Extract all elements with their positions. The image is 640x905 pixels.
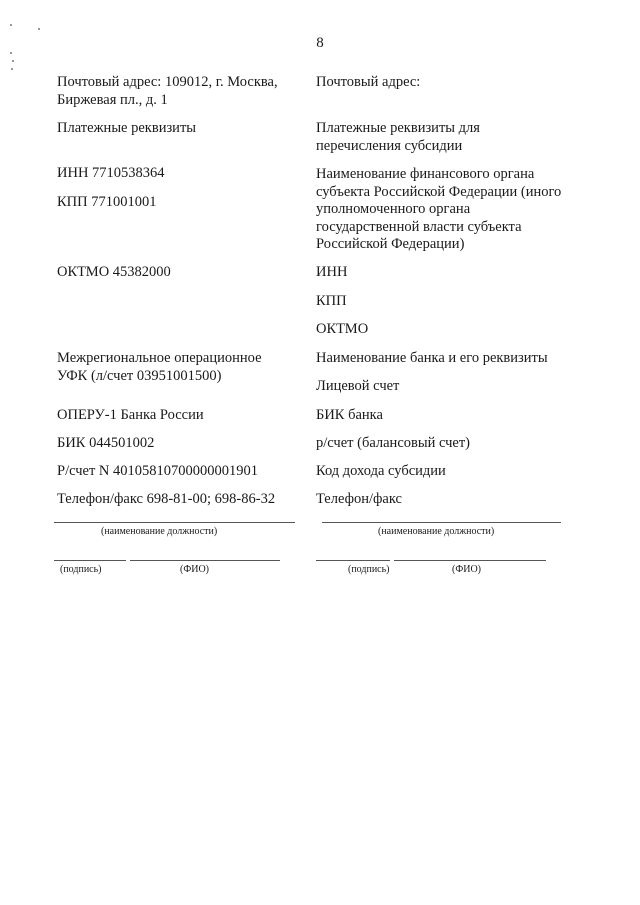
right-income-code: Код дохода субсидии	[316, 463, 446, 479]
right-oktmo: ОКТМО	[316, 321, 369, 337]
right-signature-caption: (подпись)	[348, 564, 390, 575]
right-fio-line	[394, 560, 546, 561]
right-inn: ИНН	[316, 264, 348, 280]
right-fin-line-3: уполномоченного органа	[316, 201, 471, 217]
left-inn: ИНН 7710538364	[57, 165, 165, 181]
left-ufk-line-1: Межрегиональное операционное	[57, 350, 262, 366]
right-phone: Телефон/факс	[316, 491, 402, 507]
right-fin-line-4: государственной власти субъекта	[316, 219, 522, 235]
left-fio-line	[130, 560, 280, 561]
right-position-line	[322, 522, 561, 523]
right-address: Почтовый адрес:	[316, 74, 421, 90]
right-fin-line-1: Наименование финансового органа	[316, 166, 535, 182]
scan-speck	[10, 52, 12, 54]
right-kpp: КПП	[316, 293, 347, 309]
left-address-line-1: Почтовый адрес: 109012, г. Москва,	[57, 74, 278, 90]
left-bik: БИК 044501002	[57, 435, 155, 451]
scan-speck	[38, 28, 40, 30]
left-payment-heading: Платежные реквизиты	[57, 120, 197, 136]
scan-speck	[11, 68, 13, 70]
right-fin-line-5: Российской Федерации)	[316, 236, 465, 252]
left-signature-caption: (подпись)	[60, 564, 102, 575]
right-account: р/счет (балансовый счет)	[316, 435, 471, 451]
left-oktmo: ОКТМО 45382000	[57, 264, 171, 280]
page-number: 8	[316, 35, 324, 51]
left-fio-caption: (ФИО)	[180, 564, 210, 575]
left-address-line-2: Биржевая пл., д. 1	[57, 92, 168, 108]
left-signature-line	[54, 560, 126, 561]
right-bik: БИК банка	[316, 407, 383, 423]
left-account: Р/счет N 40105810700000001901	[57, 463, 259, 479]
left-position-caption: (наименование должности)	[101, 526, 218, 537]
left-phone: Телефон/факс 698-81-00; 698-86-32	[57, 491, 276, 507]
left-position-line	[54, 522, 295, 523]
scan-speck	[12, 60, 14, 62]
right-payment-line-2: перечисления субсидии	[316, 138, 463, 154]
right-signature-line	[316, 560, 390, 561]
left-bank: ОПЕРУ-1 Банка России	[57, 407, 204, 423]
right-bank: Наименование банка и его реквизиты	[316, 350, 548, 366]
right-fin-line-2: субъекта Российской Федерации (иного	[316, 184, 562, 200]
left-kpp: КПП 771001001	[57, 194, 157, 210]
right-fio-caption: (ФИО)	[452, 564, 482, 575]
scan-speck	[10, 24, 12, 26]
right-position-caption: (наименование должности)	[378, 526, 495, 537]
right-payment-line-1: Платежные реквизиты для	[316, 120, 480, 136]
left-ufk-line-2: УФК (л/счет 03951001500)	[57, 368, 222, 384]
right-personal-account: Лицевой счет	[316, 378, 400, 394]
